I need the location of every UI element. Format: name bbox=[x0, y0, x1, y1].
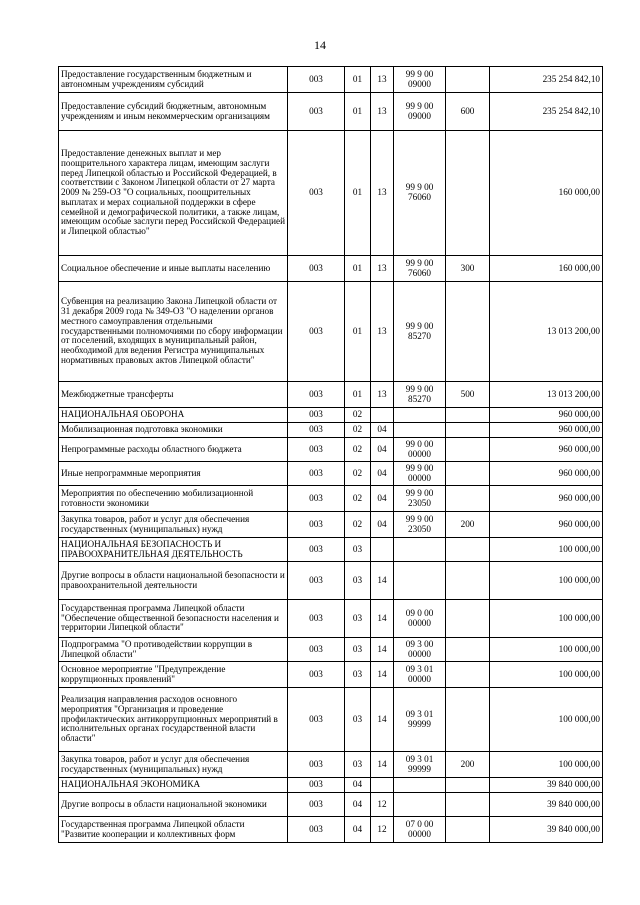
row-type bbox=[446, 778, 490, 793]
row-name: Закупка товаров, работ и услуг для обеспечения государственных (муниципальных) нужд bbox=[59, 512, 288, 538]
row-type bbox=[446, 408, 490, 423]
row-name: Непрограммные расходы областного бюджета bbox=[59, 438, 288, 462]
row-name: Мероприятия по обеспечению мобилизационной готовности экономики bbox=[59, 486, 288, 512]
row-name: Закупка товаров, работ и услуг для обеспечения государственных (муниципальных) нужд bbox=[59, 752, 288, 778]
row-section: 02 bbox=[345, 512, 371, 538]
row-amount: 960 000,00 bbox=[490, 423, 603, 438]
row-amount: 235 254 842,10 bbox=[490, 93, 603, 131]
row-amount: 13 013 200,00 bbox=[490, 382, 603, 408]
row-item: 09 3 01 99999 bbox=[394, 752, 446, 778]
row-subsection: 14 bbox=[371, 752, 394, 778]
row-type: 200 bbox=[446, 512, 490, 538]
row-subsection bbox=[371, 778, 394, 793]
row-subsection bbox=[371, 538, 394, 562]
row-type bbox=[446, 67, 490, 93]
table-row bbox=[59, 382, 603, 408]
row-code: 003 bbox=[288, 67, 345, 93]
row-name: Мобилизационная подготовка экономики bbox=[59, 423, 288, 438]
row-type bbox=[446, 438, 490, 462]
row-section: 01 bbox=[345, 382, 371, 408]
row-subsection: 12 bbox=[371, 793, 394, 817]
row-subsection: 13 bbox=[371, 131, 394, 256]
row-item: 99 9 00 09000 bbox=[394, 67, 446, 93]
row-subsection: 14 bbox=[371, 662, 394, 688]
row-type: 200 bbox=[446, 752, 490, 778]
row-name: Подпрограмма "О противодействии коррупции в Липецкой области" bbox=[59, 638, 288, 662]
row-code: 003 bbox=[288, 382, 345, 408]
row-amount: 960 000,00 bbox=[490, 486, 603, 512]
row-code: 003 bbox=[288, 256, 345, 282]
row-section: 04 bbox=[345, 817, 371, 843]
row-type bbox=[446, 423, 490, 438]
row-subsection: 14 bbox=[371, 638, 394, 662]
row-code: 003 bbox=[288, 538, 345, 562]
table-row bbox=[59, 778, 603, 793]
row-type bbox=[446, 486, 490, 512]
table-row bbox=[59, 793, 603, 817]
row-item: 99 9 00 85270 bbox=[394, 282, 446, 382]
row-name: Государственная программа Липецкой области "Обеспечение общественной безопасности населения и территории Липецкой области" bbox=[59, 600, 288, 638]
row-code: 003 bbox=[288, 817, 345, 843]
row-amount: 100 000,00 bbox=[490, 562, 603, 600]
row-section: 01 bbox=[345, 131, 371, 256]
row-amount: 13 013 200,00 bbox=[490, 282, 603, 382]
table-row bbox=[59, 282, 603, 382]
row-item: 99 0 00 00000 bbox=[394, 438, 446, 462]
row-subsection: 04 bbox=[371, 438, 394, 462]
table-row bbox=[59, 438, 603, 462]
row-section: 02 bbox=[345, 423, 371, 438]
row-code: 003 bbox=[288, 600, 345, 638]
table-row bbox=[59, 93, 603, 131]
table-row bbox=[59, 538, 603, 562]
table-row bbox=[59, 562, 603, 600]
row-item: 09 3 01 99999 bbox=[394, 688, 446, 752]
row-amount: 100 000,00 bbox=[490, 688, 603, 752]
row-type bbox=[446, 538, 490, 562]
table-row bbox=[59, 752, 603, 778]
row-name: Субвенция на реализацию Закона Липецкой области от 31 декабря 2009 года № 349-ОЗ "О наделении органов местного самоуправления отдельными государственными полномочиями по сбору информации от поселений, входящих в муниципальный район, необходимой для ведения Регистра муниципальных нормативных правовых актов Липецкой области" bbox=[59, 282, 288, 382]
row-subsection: 13 bbox=[371, 256, 394, 282]
table-row bbox=[59, 256, 603, 282]
row-amount: 960 000,00 bbox=[490, 438, 603, 462]
row-subsection: 13 bbox=[371, 67, 394, 93]
row-type bbox=[446, 817, 490, 843]
row-code: 003 bbox=[288, 93, 345, 131]
row-type bbox=[446, 462, 490, 486]
row-section: 03 bbox=[345, 538, 371, 562]
row-code: 003 bbox=[288, 638, 345, 662]
row-name: Реализация направления расходов основного мероприятия "Организация и проведение профилактических антикоррупционных мероприятий в исполнительных органах государственной власти области" bbox=[59, 688, 288, 752]
row-name: Социальное обеспечение и иные выплаты населению bbox=[59, 256, 288, 282]
table-row bbox=[59, 408, 603, 423]
row-type bbox=[446, 793, 490, 817]
row-amount: 960 000,00 bbox=[490, 462, 603, 486]
row-item: 99 9 00 09000 bbox=[394, 93, 446, 131]
row-subsection: 13 bbox=[371, 382, 394, 408]
row-item: 99 9 00 76060 bbox=[394, 131, 446, 256]
row-item: 09 0 00 00000 bbox=[394, 600, 446, 638]
row-item bbox=[394, 408, 446, 423]
row-code: 003 bbox=[288, 662, 345, 688]
row-type bbox=[446, 638, 490, 662]
row-subsection: 13 bbox=[371, 282, 394, 382]
row-subsection: 14 bbox=[371, 688, 394, 752]
table-row bbox=[59, 638, 603, 662]
row-item: 09 3 01 00000 bbox=[394, 662, 446, 688]
row-section: 03 bbox=[345, 562, 371, 600]
row-name: Предоставление субсидий бюджетным, автономным учреждениям и иным некоммерческим организациям bbox=[59, 93, 288, 131]
row-subsection: 13 bbox=[371, 93, 394, 131]
row-amount: 39 840 000,00 bbox=[490, 793, 603, 817]
row-subsection: 04 bbox=[371, 512, 394, 538]
row-name: Другие вопросы в области национальной безопасности и правоохранительной деятельности bbox=[59, 562, 288, 600]
row-name: НАЦИОНАЛЬНАЯ ОБОРОНА bbox=[59, 408, 288, 423]
row-subsection: 04 bbox=[371, 462, 394, 486]
row-section: 01 bbox=[345, 67, 371, 93]
row-amount: 100 000,00 bbox=[490, 600, 603, 638]
row-type bbox=[446, 282, 490, 382]
page-number: 14 bbox=[314, 38, 326, 52]
budget-table bbox=[58, 66, 603, 843]
row-amount: 100 000,00 bbox=[490, 752, 603, 778]
row-subsection: 04 bbox=[371, 486, 394, 512]
table-row bbox=[59, 600, 603, 638]
row-type bbox=[446, 600, 490, 638]
row-item: 99 9 00 76060 bbox=[394, 256, 446, 282]
row-code: 003 bbox=[288, 282, 345, 382]
row-section: 02 bbox=[345, 486, 371, 512]
row-name: Предоставление денежных выплат и мер поощрительного характера лицам, имеющим заслуги перед Липецкой областью и Российской Федерацией, в соответствии с Законом Липецкой области от 27 марта 2009 № 259-ОЗ "О социальных, поощрительных выплатах и мерах социальной поддержки в сфере семейной и демографической политики, а также лицам, имеющим особые заслуги перед Российской Федерацией и Липецкой областью" bbox=[59, 131, 288, 256]
row-code: 003 bbox=[288, 512, 345, 538]
row-amount: 39 840 000,00 bbox=[490, 817, 603, 843]
row-section: 03 bbox=[345, 688, 371, 752]
row-amount: 960 000,00 bbox=[490, 512, 603, 538]
row-section: 02 bbox=[345, 408, 371, 423]
row-amount: 39 840 000,00 bbox=[490, 778, 603, 793]
row-amount: 235 254 842,10 bbox=[490, 67, 603, 93]
row-section: 03 bbox=[345, 638, 371, 662]
row-item: 09 3 00 00000 bbox=[394, 638, 446, 662]
table-row bbox=[59, 817, 603, 843]
row-name: Государственная программа Липецкой области "Развитие кооперации и коллективных форм bbox=[59, 817, 288, 843]
row-code: 003 bbox=[288, 462, 345, 486]
row-item bbox=[394, 538, 446, 562]
row-section: 03 bbox=[345, 752, 371, 778]
row-item bbox=[394, 423, 446, 438]
row-code: 003 bbox=[288, 752, 345, 778]
row-item: 99 9 00 85270 bbox=[394, 382, 446, 408]
row-section: 03 bbox=[345, 600, 371, 638]
row-amount: 160 000,00 bbox=[490, 131, 603, 256]
row-type bbox=[446, 688, 490, 752]
row-amount: 100 000,00 bbox=[490, 638, 603, 662]
row-code: 003 bbox=[288, 423, 345, 438]
row-item bbox=[394, 793, 446, 817]
row-item bbox=[394, 562, 446, 600]
row-name: НАЦИОНАЛЬНАЯ ЭКОНОМИКА bbox=[59, 778, 288, 793]
row-subsection: 14 bbox=[371, 600, 394, 638]
table-row bbox=[59, 67, 603, 93]
row-code: 003 bbox=[288, 408, 345, 423]
row-code: 003 bbox=[288, 562, 345, 600]
row-item: 99 9 00 23050 bbox=[394, 486, 446, 512]
row-amount: 960 000,00 bbox=[490, 408, 603, 423]
row-section: 03 bbox=[345, 662, 371, 688]
row-name: Предоставление государственным бюджетным и автономным учреждениям субсидий bbox=[59, 67, 288, 93]
row-type: 500 bbox=[446, 382, 490, 408]
row-section: 02 bbox=[345, 462, 371, 486]
row-name: Другие вопросы в области национальной экономики bbox=[59, 793, 288, 817]
row-name: Межбюджетные трансферты bbox=[59, 382, 288, 408]
row-subsection bbox=[371, 408, 394, 423]
table-row bbox=[59, 688, 603, 752]
row-type bbox=[446, 131, 490, 256]
row-item: 99 9 00 23050 bbox=[394, 512, 446, 538]
row-section: 02 bbox=[345, 438, 371, 462]
row-code: 003 bbox=[288, 486, 345, 512]
row-code: 003 bbox=[288, 131, 345, 256]
row-section: 01 bbox=[345, 93, 371, 131]
row-item bbox=[394, 778, 446, 793]
row-item: 99 9 00 00000 bbox=[394, 462, 446, 486]
table-row bbox=[59, 423, 603, 438]
row-code: 003 bbox=[288, 793, 345, 817]
row-subsection: 12 bbox=[371, 817, 394, 843]
row-section: 04 bbox=[345, 793, 371, 817]
row-type: 600 bbox=[446, 93, 490, 131]
row-type bbox=[446, 562, 490, 600]
table-row bbox=[59, 462, 603, 486]
row-code: 003 bbox=[288, 688, 345, 752]
row-type bbox=[446, 662, 490, 688]
row-subsection: 14 bbox=[371, 562, 394, 600]
table-row bbox=[59, 486, 603, 512]
table-row bbox=[59, 131, 603, 256]
row-code: 003 bbox=[288, 438, 345, 462]
row-type: 300 bbox=[446, 256, 490, 282]
row-name: НАЦИОНАЛЬНАЯ БЕЗОПАСНОСТЬ И ПРАВООХРАНИТЕЛЬНАЯ ДЕЯТЕЛЬНОСТЬ bbox=[59, 538, 288, 562]
row-amount: 100 000,00 bbox=[490, 538, 603, 562]
row-amount: 160 000,00 bbox=[490, 256, 603, 282]
row-section: 04 bbox=[345, 778, 371, 793]
row-section: 01 bbox=[345, 256, 371, 282]
row-name: Иные непрограммные мероприятия bbox=[59, 462, 288, 486]
row-amount: 100 000,00 bbox=[490, 662, 603, 688]
row-subsection: 04 bbox=[371, 423, 394, 438]
table-body bbox=[59, 67, 603, 843]
row-item: 07 0 00 00000 bbox=[394, 817, 446, 843]
row-section: 01 bbox=[345, 282, 371, 382]
row-code: 003 bbox=[288, 778, 345, 793]
table-row bbox=[59, 662, 603, 688]
table-row bbox=[59, 512, 603, 538]
row-name: Основное мероприятие "Предупреждение коррупционных проявлений" bbox=[59, 662, 288, 688]
